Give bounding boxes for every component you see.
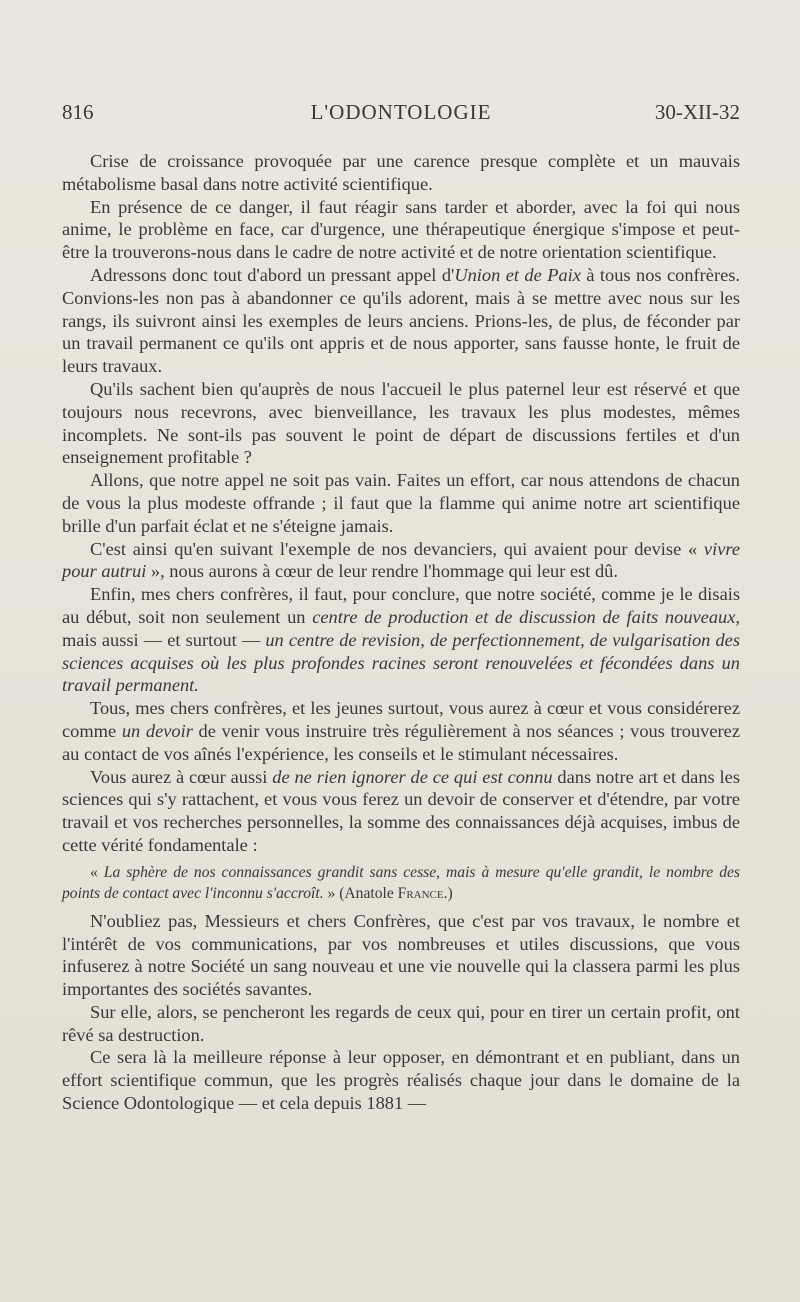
paragraph-7 [62, 583, 740, 697]
paragraph-9-text-c: dans notre art et dans les sciences qui s'y rattachent, et vous vous ferez un devoir de conserver et d'étendre, par votre travail et vos recherches personnelles, la somme des connaissances déjà acquises, imbus de cette vérité fondamentale : [62, 766, 740, 855]
paragraph-2: En présence de ce danger, il faut réagir sans tarder et aborder, avec la foi qui nous anime, le problème en face, car d'urgence, une thérapeutique énergique s'impose et peut-être la trouverons-nous dans le cadre de notre activité et de notre orientation scientifique. [62, 196, 740, 263]
quote-attribution-prefix: » (Anatole [323, 884, 398, 902]
paragraph-6-text-c: », nous aurons à cœur de leur rendre l'hommage qui leur est dû. [146, 561, 618, 582]
paragraph-9-italic: de ne rien ignorer de ce qui est connu [272, 766, 553, 787]
paragraph-6-text-a: C'est ainsi qu'en suivant l'exemple de nos devanciers, qui avaient pour devise « [90, 538, 704, 559]
paragraph-3-text-a: Adressons donc tout d'abord un pressant appel d' [90, 264, 455, 285]
paragraph-3-italic: Union et de Paix [454, 264, 581, 285]
paragraph-9 [62, 766, 740, 857]
paragraph-7-text-c: mais aussi — et surtout — [62, 629, 266, 650]
paragraph-8-text-c: de venir vous instruire très régulièrement à nos séances ; vous trouverez au contact de vos aînés l'expérience, les conseils et le stimulant nécessaires. [62, 720, 740, 764]
page-header [62, 100, 740, 130]
issue-date: 30-XII-32 [654, 100, 740, 124]
paragraph-12: Ce sera là la meilleure réponse à leur opposer, en démontrant et en publiant, dans un effort scientifique commun, que les progrès réalisés chaque jour dans le domaine de la Science Odontologique — et cela depuis 1881 — [62, 1047, 740, 1114]
paragraph-11: Sur elle, alors, se pencheront les regards de ceux qui, pour en tirer un certain profit, ont rêvé sa destruction. [62, 1001, 740, 1045]
quote-open: « [90, 863, 104, 881]
paragraph-7-italic-b: centre de production et de discussion de faits nouveaux, [312, 606, 740, 627]
paragraph-3-text-c: à tous nos confrères. Convions-les non pas à abandonner ce qu'ils adorent, mais à se mettre avec nous sur les rangs, ils suivront ainsi les exemples de leurs anciens. Prions-les, de plus, de féconder par un travail permanent ce qu'ils ont appris et de nous apporter, sans fausse honte, le fruit de leurs travaux. [62, 264, 740, 377]
page-number: 816 [62, 100, 94, 124]
paragraph-8-italic: un devoir [121, 720, 193, 741]
paragraph-7-text-a: Enfin, mes chers confrères, il faut, pour conclure, que notre société, comme je le disais au début, soit non seulement un [62, 584, 740, 627]
paragraph-8-text-a: Tous, mes chers confrères, et les jeunes surtout, vous aurez à cœur et vous considérerez comme [62, 698, 740, 741]
paragraph-5: Allons, que notre appel ne soit pas vain. Faites un effort, car nous attendons de chacun de vous la plus modeste offrande ; il faut que la flamme qui anime notre art scientifique brille d'un parfait éclat et ne s'éteigne jamais. [62, 470, 740, 536]
paragraph-10: N'oubliez pas, Messieurs et chers Confrères, que c'est par vos travaux, le nombre et l'intérêt de vos communications, par vos nombreuses et utiles discussions, que vous infuserez à notre Société un sang nouveau et une vie nouvelle qui la classera parmi les plus importantes des sociétés savantes. [62, 910, 740, 1000]
quote-text: La sphère de nos connaissances grandit sans cesse, mais à mesure qu'elle grandit, le nombre des points de contact avec l'inconnu s'accroît. [62, 863, 740, 902]
paragraph-9-text-a: Vous aurez à cœur aussi [90, 766, 273, 787]
article-body [62, 150, 740, 1115]
paragraph-6-italic: vivre pour autrui [62, 538, 740, 582]
quote-attribution-suffix: .) [443, 884, 453, 902]
quote-author-surname: France [397, 884, 444, 902]
paragraph-1: Crise de croissance provoquée par une carence presque complète et un mauvais métabolisme basal dans notre activité scientifique. [62, 151, 740, 194]
running-title: L'ODONTOLOGIE [310, 100, 492, 124]
block-quote [62, 862, 740, 904]
paragraph-8 [62, 697, 740, 765]
paragraph-6 [62, 538, 740, 584]
paragraph-3 [62, 264, 740, 378]
paragraph-7-italic-d: un centre de revision, de perfectionnement, de vulgarisation des sciences acquises où les plus profondes racines seront renouvelées et fécondées dans un travail permanent. [62, 629, 740, 696]
paragraph-4: Qu'ils sachent bien qu'auprès de nous l'accueil le plus paternel leur est réservé et que toujours nous recevrons, avec bienveillance, les travaux les plus modestes, mêmes incomplets. Ne sont-ils pas souvent le point de départ de discussions fertiles et d'un enseignement profitable ? [62, 378, 740, 468]
